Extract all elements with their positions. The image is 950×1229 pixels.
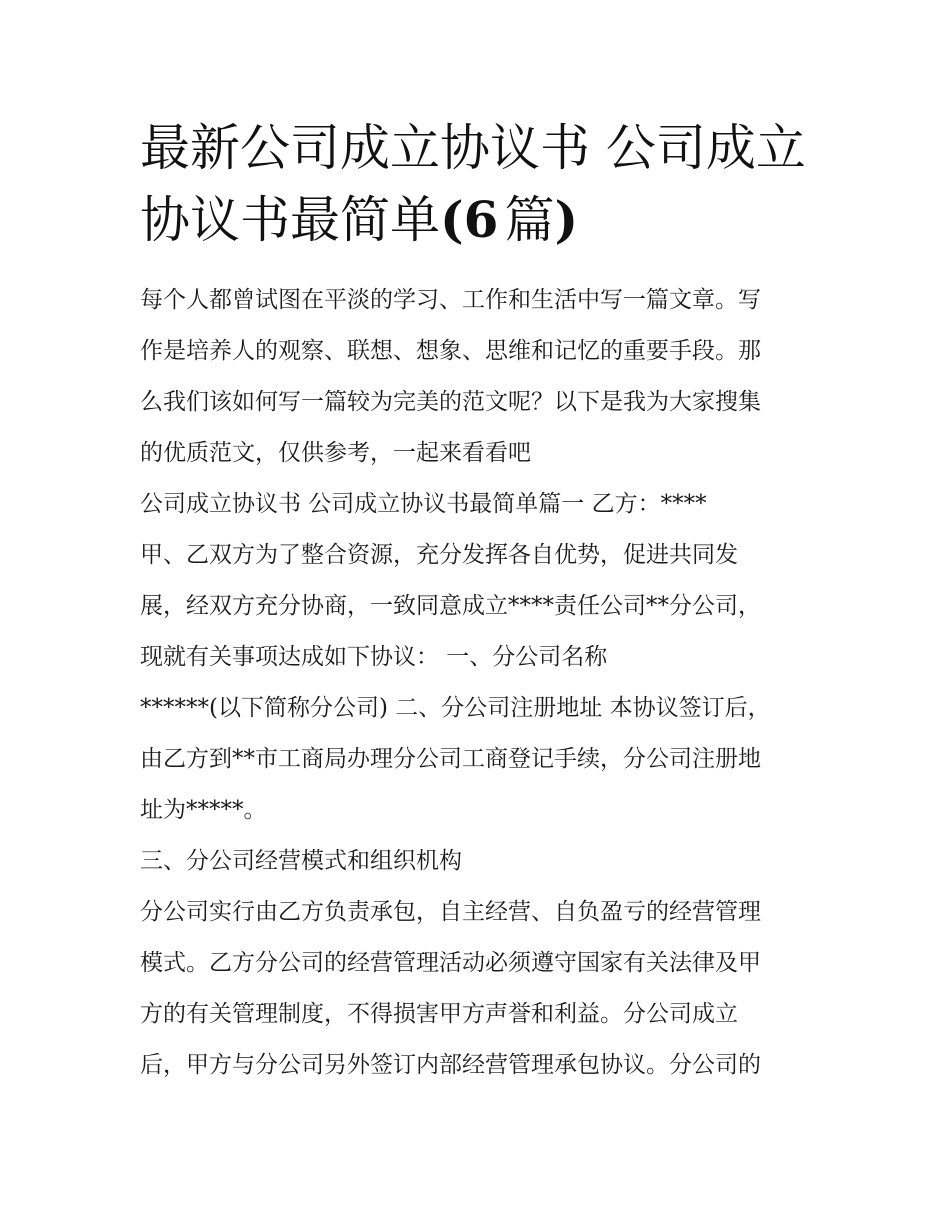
title-line-2-close: ): [554, 190, 579, 249]
paragraph-line: 展，经双方充分协商，一致同意成立****责任公司**分公司，: [140, 593, 761, 619]
title-line-2-tail: 篇: [504, 191, 555, 249]
paragraph-line: 分公司实行由乙方负责承包，自主经营、自负盈亏的经营管理: [140, 899, 761, 925]
document-title: [140, 112, 820, 256]
paragraph-line: 三、分公司经营模式和组织机构: [140, 848, 462, 874]
paragraph-line: 作是培养人的观察、联想、想象、思维和记忆的重要手段。那: [140, 338, 761, 364]
paragraph-line: 后，甲方与分公司另外签订内部经营管理承包协议。分公司的: [140, 1052, 761, 1078]
title-line-1: 最新公司成立协议书 公司成立: [140, 119, 806, 177]
paragraph-line: 现就有关事项达成如下协议： 一、分公司名称: [140, 644, 608, 670]
paragraph-line: 的优质范文，仅供参考，一起来看看吧: [140, 440, 531, 466]
paragraph-line: 由乙方到**市工商局办理分公司工商登记手续，分公司注册地: [140, 746, 761, 772]
paragraph-management: [140, 887, 820, 1091]
paragraph-heading-one: [140, 479, 820, 530]
paragraph-line: 么我们该如何写一篇较为完美的范文呢？以下是我为大家搜集: [140, 389, 761, 415]
paragraph-intro: [140, 275, 820, 479]
title-line-2: [140, 184, 820, 256]
paragraph-line: 甲、乙双方为了整合资源，充分发挥各自优势，促进共同发: [140, 542, 738, 568]
paragraph-agreement: [140, 530, 820, 836]
paragraph-line: 模式。乙方分公司的经营管理活动必须遵守国家有关法律及甲: [140, 950, 761, 976]
section-heading-three: [140, 836, 820, 887]
paragraph-line: 每个人都曾试图在平淡的学习、工作和生活中写一篇文章。写: [140, 287, 761, 313]
paragraph-line: 方的有关管理制度，不得损害甲方声誉和利益。分公司成立: [140, 1001, 738, 1027]
title-line-2-main: 协议书最简单: [140, 191, 440, 249]
paragraph-line: ******(以下简称分公司) 二、分公司注册地址 本协议签订后，: [140, 695, 771, 721]
paragraph-line: 址为*****。: [140, 797, 267, 823]
title-line-2-number: (6: [440, 190, 499, 249]
paragraph-line: 公司成立协议书 公司成立协议书最简单篇一 乙方：****: [140, 491, 707, 517]
